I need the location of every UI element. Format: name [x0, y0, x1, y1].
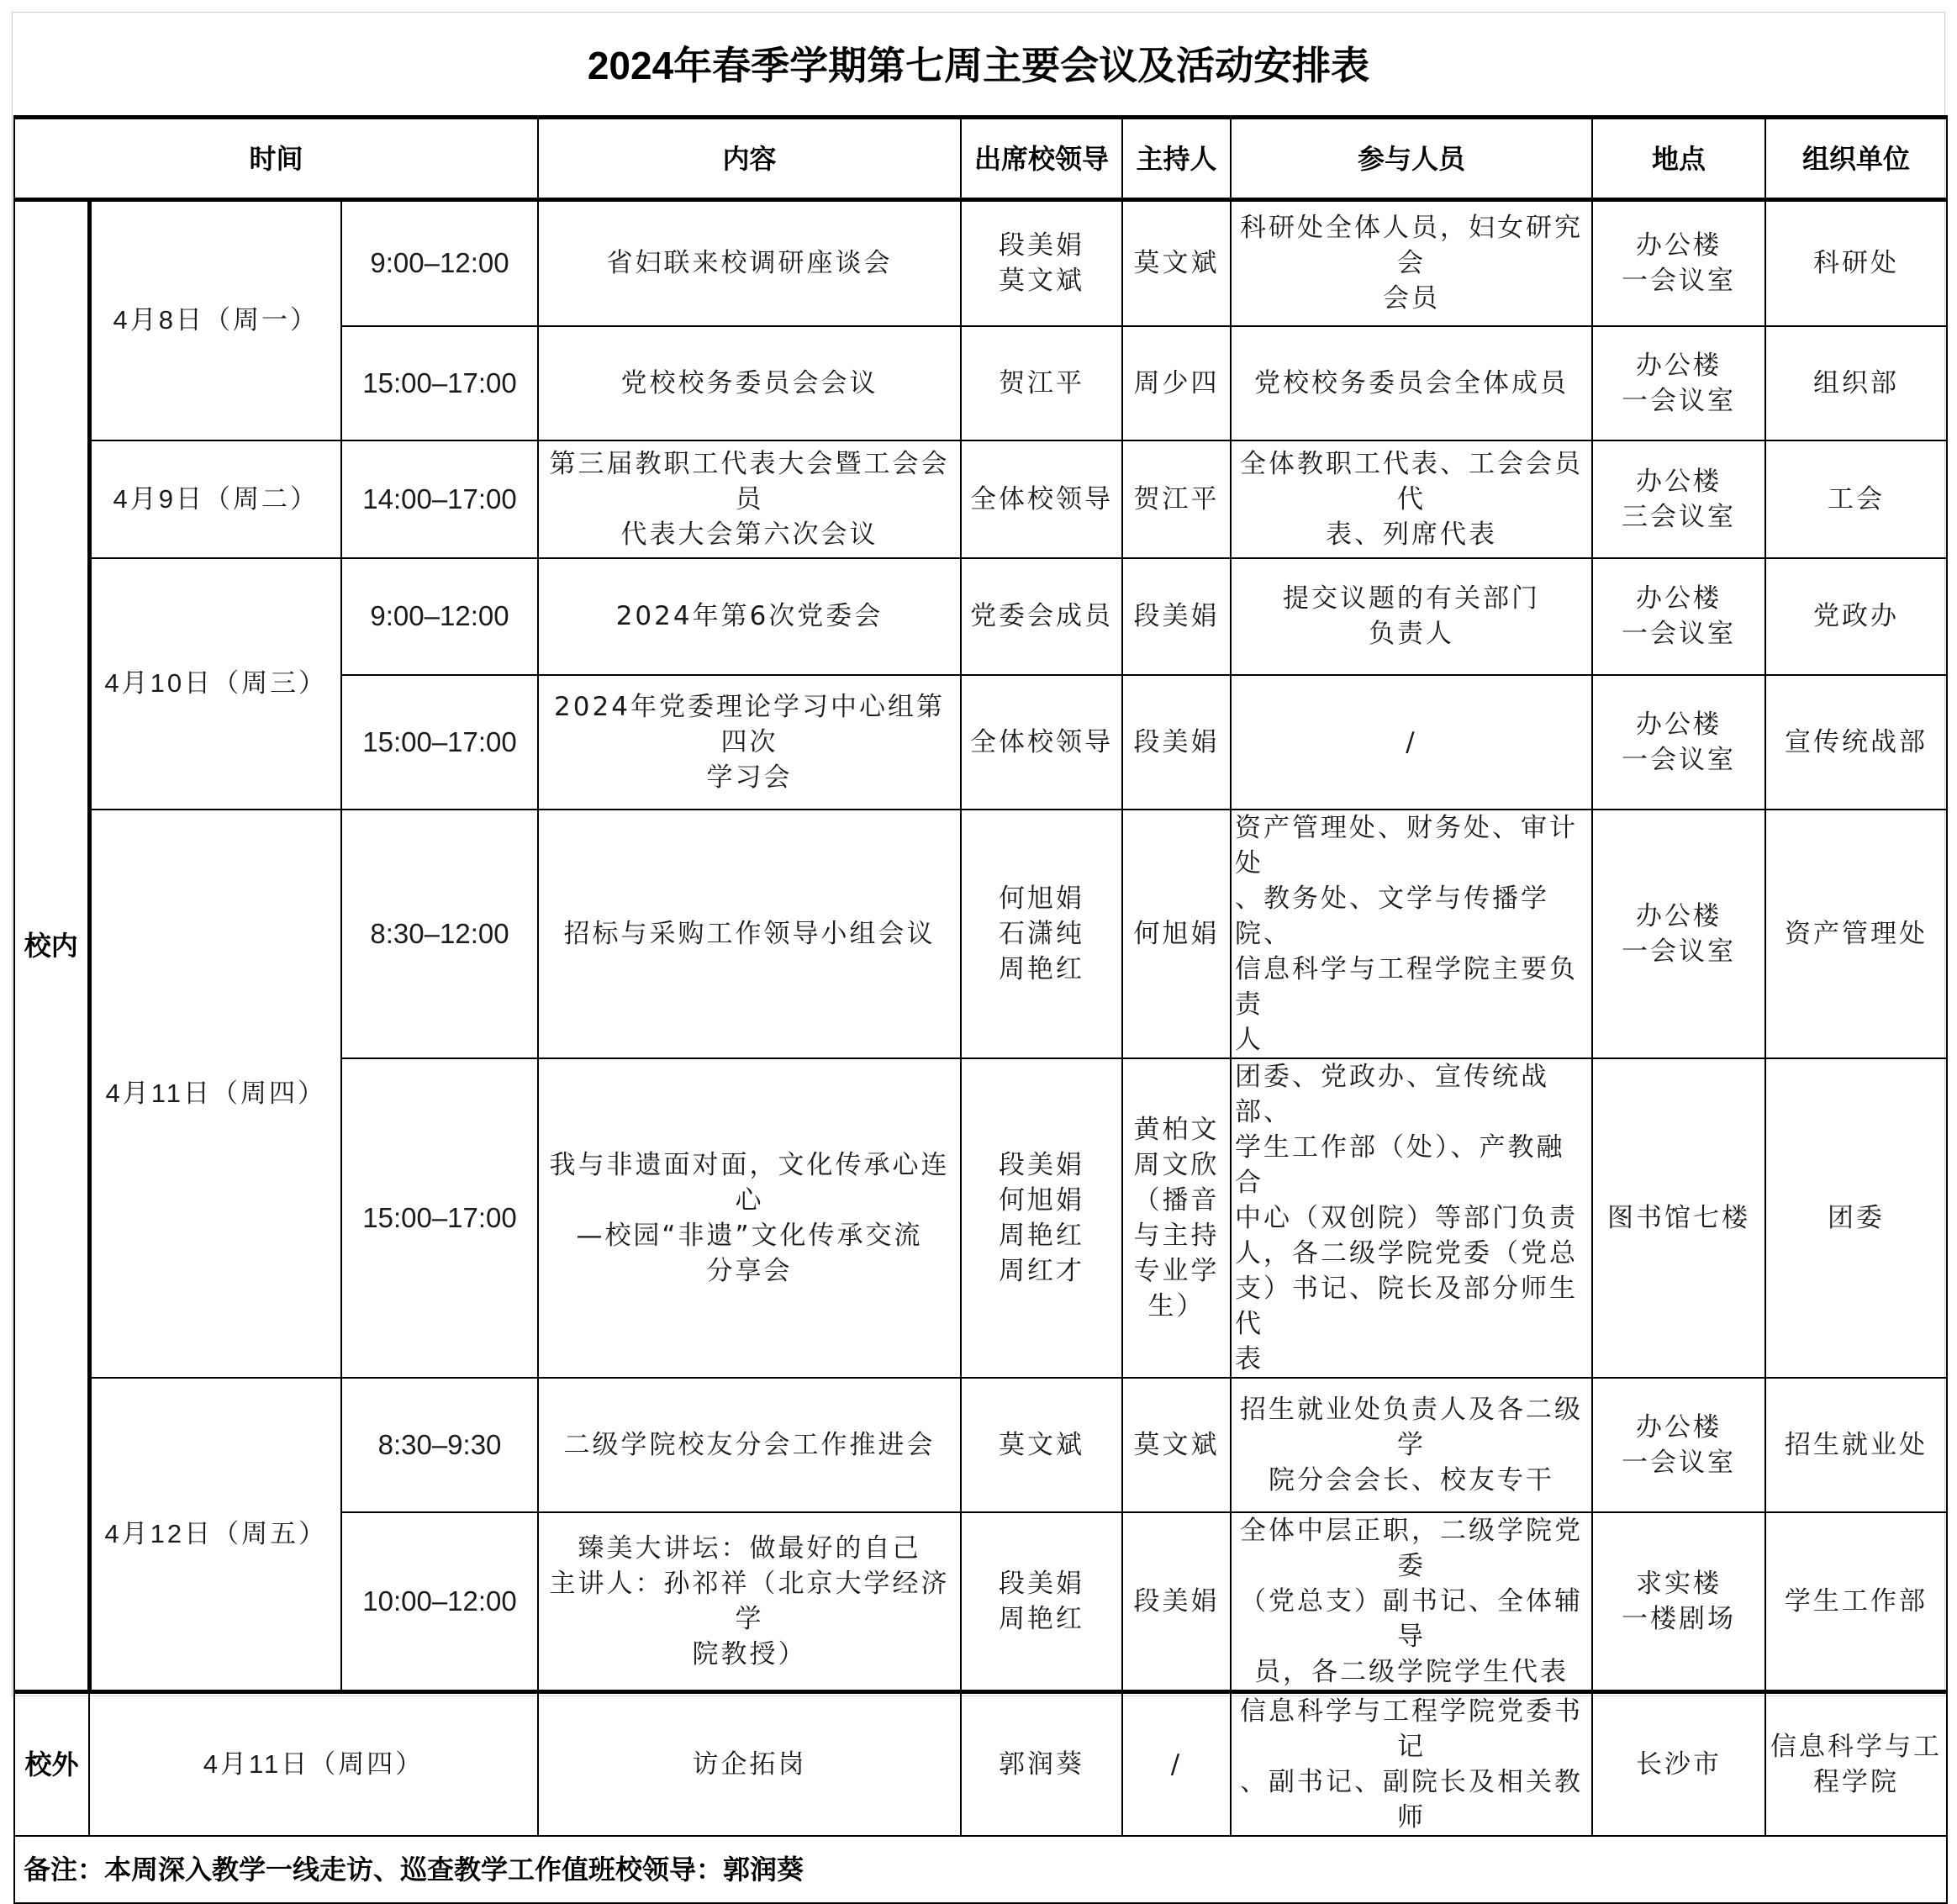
date-cell: 4月9日（周二）: [89, 440, 341, 558]
content-cell: 访企拓岗: [538, 1691, 961, 1836]
date-cell: 4月10日（周三）: [89, 558, 341, 810]
participants-cell: 科研处全体人员，妇女研究会 会员: [1231, 200, 1592, 326]
host-cell: 段美娟: [1122, 675, 1231, 810]
time-cell: 15:00–17:00: [341, 326, 538, 440]
note-row: [14, 1836, 1947, 1903]
time-cell: 9:00–12:00: [341, 200, 538, 326]
participants-cell: /: [1231, 675, 1592, 810]
content-cell: 我与非遗面对面，文化传承心连心 —校园“非遗”文化传承交流 分享会: [538, 1058, 961, 1378]
time-cell: 8:30–9:30: [341, 1378, 538, 1512]
leaders-cell: 莫文斌: [961, 1378, 1122, 1512]
participants-cell: 全体中层正职，二级学院党委 （党总支）副书记、全体辅导 员，各二级学院学生代表: [1231, 1512, 1592, 1692]
participants-cell: 全体教职工代表、工会会员代 表、列席代表: [1231, 440, 1592, 558]
location-cell: 办公楼 一会议室: [1592, 810, 1765, 1058]
organizer-cell: 团委: [1765, 1058, 1947, 1378]
host-cell: 周少四: [1122, 326, 1231, 440]
table-row: [14, 1378, 1947, 1512]
section-inside-label: 校内: [14, 200, 89, 1692]
leaders-cell: 何旭娟 石潇纯 周艳红: [961, 810, 1122, 1058]
header-time: 时间: [14, 118, 538, 200]
time-cell: 15:00–17:00: [341, 675, 538, 810]
content-cell: 第三届教职工代表大会暨工会会员 代表大会第六次会议: [538, 440, 961, 558]
host-cell: /: [1122, 1691, 1231, 1836]
organizer-cell: 资产管理处: [1765, 810, 1947, 1058]
leaders-cell: 段美娟 何旭娟 周艳红 周红才: [961, 1058, 1122, 1378]
location-cell: 办公楼 一会议室: [1592, 326, 1765, 440]
header-content: 内容: [538, 118, 961, 200]
participants-cell: 招生就业处负责人及各二级学 院分会会长、校友专干: [1231, 1378, 1592, 1512]
header-leaders: 出席校领导: [961, 118, 1122, 200]
host-cell: 段美娟: [1122, 1512, 1231, 1692]
table-row: [14, 558, 1947, 675]
header-location: 地点: [1592, 118, 1765, 200]
header-host: 主持人: [1122, 118, 1231, 200]
content-cell: 招标与采购工作领导小组会议: [538, 810, 961, 1058]
leaders-cell: 段美娟 莫文斌: [961, 200, 1122, 326]
content-cell: 二级学院校友分会工作推进会: [538, 1378, 961, 1512]
date-cell: 4月11日（周四）: [89, 1691, 538, 1836]
host-cell: 莫文斌: [1122, 200, 1231, 326]
participants-cell: 提交议题的有关部门 负责人: [1231, 558, 1592, 675]
leaders-cell: 段美娟 周艳红: [961, 1512, 1122, 1692]
table-row: [14, 200, 1947, 326]
location-cell: 办公楼 一会议室: [1592, 675, 1765, 810]
content-cell: 2024年第6次党委会: [538, 558, 961, 675]
leaders-cell: 全体校领导: [961, 675, 1122, 810]
page-title: 2024年春季学期第七周主要会议及活动安排表: [587, 44, 1370, 87]
content-cell: 臻美大讲坛：做最好的自己 主讲人：孙祁祥（北京大学经济学 院教授）: [538, 1512, 961, 1692]
content-cell: 省妇联来校调研座谈会: [538, 200, 961, 326]
content-cell: 2024年党委理论学习中心组第四次 学习会: [538, 675, 961, 810]
table-row: [14, 440, 1947, 558]
location-cell: 长沙市: [1592, 1691, 1765, 1836]
leaders-cell: 郭润葵: [961, 1691, 1122, 1836]
organizer-cell: 组织部: [1765, 326, 1947, 440]
location-cell: 办公楼 一会议室: [1592, 200, 1765, 326]
leaders-cell: 全体校领导: [961, 440, 1122, 558]
section-outside-label: 校外: [14, 1691, 89, 1836]
location-cell: 图书馆七楼: [1592, 1058, 1765, 1378]
organizer-cell: 党政办: [1765, 558, 1947, 675]
schedule-table: [13, 115, 1948, 1904]
date-cell: 4月12日（周五）: [89, 1378, 341, 1692]
location-cell: 办公楼 一会议室: [1592, 1378, 1765, 1512]
time-cell: 8:30–12:00: [341, 810, 538, 1058]
header-participants: 参与人员: [1231, 118, 1592, 200]
leaders-cell: 贺江平: [961, 326, 1122, 440]
header-organizer: 组织单位: [1765, 118, 1947, 200]
host-cell: 贺江平: [1122, 440, 1231, 558]
location-cell: 办公楼 一会议室: [1592, 558, 1765, 675]
participants-cell: 团委、党政办、宣传统战部、 学生工作部（处）、产教融合 中心（双创院）等部门负责 人，各二级学院党委（党总 支）书记、院长及部分师生代 表: [1231, 1058, 1592, 1378]
date-cell: 4月11日（周四）: [89, 810, 341, 1378]
header-row: [14, 118, 1947, 200]
location-cell: 求实楼 一楼剧场: [1592, 1512, 1765, 1692]
organizer-cell: 学生工作部: [1765, 1512, 1947, 1692]
time-cell: 14:00–17:00: [341, 440, 538, 558]
host-cell: 段美娟: [1122, 558, 1231, 675]
host-cell: 何旭娟: [1122, 810, 1231, 1058]
host-cell: 黄柏文 周文欣 （播音 与主持 专业学 生）: [1122, 1058, 1231, 1378]
time-cell: 15:00–17:00: [341, 1058, 538, 1378]
participants-cell: 党校校务委员会全体成员: [1231, 326, 1592, 440]
time-cell: 10:00–12:00: [341, 1512, 538, 1692]
participants-cell: 信息科学与工程学院党委书记 、副书记、副院长及相关教师: [1231, 1691, 1592, 1836]
leaders-cell: 党委会成员: [961, 558, 1122, 675]
note-text: 备注：本周深入教学一线走访、巡查教学工作值班校领导：郭润葵: [14, 1836, 1947, 1903]
organizer-cell: 科研处: [1765, 200, 1947, 326]
time-cell: 9:00–12:00: [341, 558, 538, 675]
host-cell: 莫文斌: [1122, 1378, 1231, 1512]
content-cell: 党校校务委员会会议: [538, 326, 961, 440]
organizer-cell: 信息科学与工 程学院: [1765, 1691, 1947, 1836]
table-row: [14, 810, 1947, 1058]
organizer-cell: 宣传统战部: [1765, 675, 1947, 810]
organizer-cell: 招生就业处: [1765, 1378, 1947, 1512]
location-cell: 办公楼 三会议室: [1592, 440, 1765, 558]
table-row-outside: [14, 1691, 1947, 1836]
organizer-cell: 工会: [1765, 440, 1947, 558]
date-cell: 4月8日（周一）: [89, 200, 341, 440]
participants-cell: 资产管理处、财务处、审计处 、教务处、文学与传播学院、 信息科学与工程学院主要负责 人: [1231, 810, 1592, 1058]
